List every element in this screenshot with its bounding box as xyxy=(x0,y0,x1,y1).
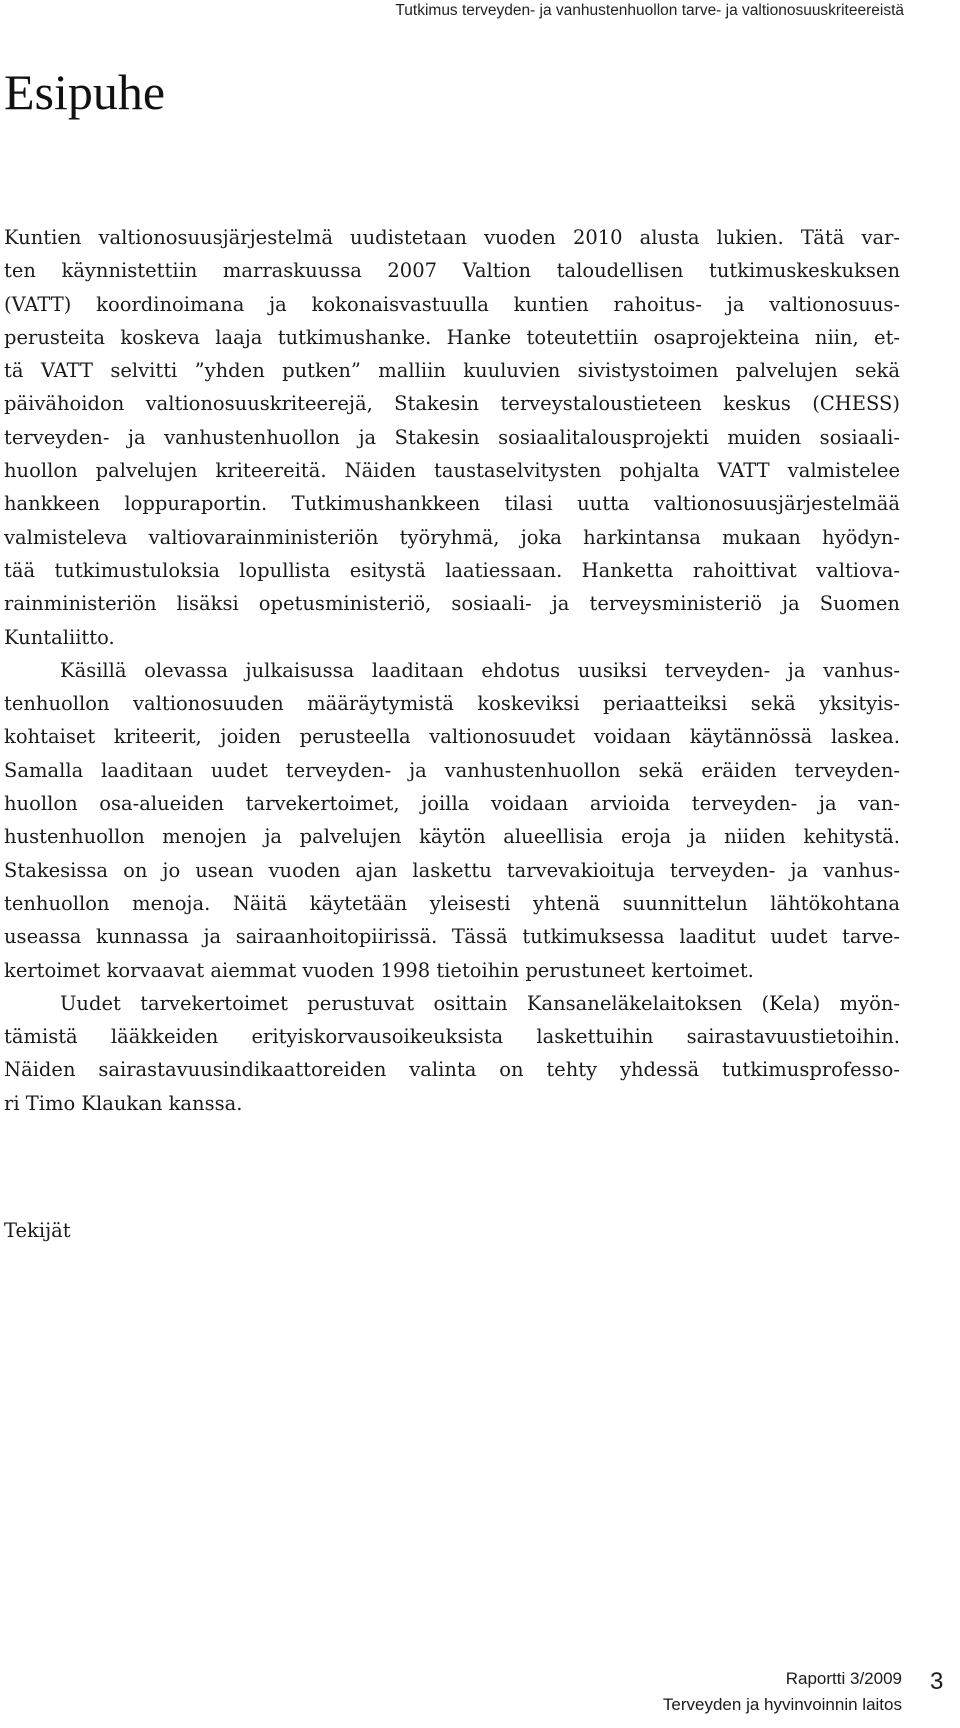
paragraph-3-line-4: ri Timo Klaukan kanssa. xyxy=(4,1091,243,1115)
paragraph-1-line-5: tä VATT selvitti ”yhden putken” malliin kuuluvien sivistystoimen palvelujen sekä xyxy=(4,359,900,383)
paragraph-2-line-5: huollon osa-alueiden tarvekertoimet, joilla voidaan arvioida terveyden- ja van- xyxy=(4,792,900,816)
footer-publisher: Terveyden ja hyvinvoinnin laitos xyxy=(662,1695,902,1714)
paragraph-3-line-3: Näiden sairastavuusindikaattoreiden valinta on tehty yhdessä tutkimusprofesso- xyxy=(4,1058,900,1082)
paragraph-2-line-4: Samalla laaditaan uudet terveyden- ja vanhustenhuollon sekä eräiden terveyden- xyxy=(4,758,900,782)
paragraph-2-line-7: Stakesissa on jo usean vuoden ajan laskettu tarvevakioituja terveyden- ja vanhus- xyxy=(4,858,900,882)
page-title: Esipuhe xyxy=(4,64,166,120)
footer-report: Raportti 3/2009 xyxy=(785,1669,902,1688)
signature: Tekijät xyxy=(4,1219,71,1242)
paragraph-2-line-2: tenhuollon valtionosuuden määräytymistä koskeviksi periaatteiksi sekä yksityis- xyxy=(4,692,900,716)
paragraph-3 xyxy=(4,987,900,1120)
paragraph-2-line-8: tenhuollon menoja. Näitä käytetään yleisesti yhtenä suunnittelun lähtökohtana xyxy=(4,891,900,915)
paragraph-2-line-1-text: Käsillä olevassa julkaisussa laaditaan ehdotus uusiksi terveyden- ja vanhus- xyxy=(60,658,900,682)
paragraph-1-line-2: ten käynnistettiin marraskuussa 2007 Valtion taloudellisen tutkimuskeskuksen xyxy=(4,259,900,283)
paragraph-2 xyxy=(4,654,900,987)
paragraph-3-line-1-text: Uudet tarvekertoimet perustuvat osittain Kansaneläkelaitoksen (Kela) myön- xyxy=(60,991,900,1015)
paragraph-1 xyxy=(4,221,900,654)
paragraph-1-line-7: terveyden- ja vanhustenhuollon ja Stakesin sosiaalitalousprojekti muiden sosiaali- xyxy=(4,425,900,449)
paragraph-1-line-1: Kuntien valtionosuusjärjestelmä uudistetaan vuoden 2010 alusta lukien. Tätä var- xyxy=(4,226,900,249)
paragraph-1-line-4: perusteita koskeva laaja tutkimushanke. Hanke toteutettiin osaprojekteina niin, et- xyxy=(4,325,900,349)
paragraph-2-line-1 xyxy=(4,654,900,687)
page-number: 3 xyxy=(930,1668,944,1695)
running-header: Tutkimus terveyden- ja vanhustenhuollon tarve- ja valtionosuuskriteereistä xyxy=(395,2,904,19)
paragraph-1-line-8: huollon palvelujen kriteereitä. Näiden taustaselvitysten pohjalta VATT valmistelee xyxy=(4,459,900,483)
paragraph-2-line-6: hustenhuollon menojen ja palvelujen käytön alueellisia eroja ja niiden kehitystä. xyxy=(4,825,900,849)
paragraph-1-line-3: (VATT) koordinoimana ja kokonaisvastuulla kuntien rahoitus- ja valtionosuus- xyxy=(4,292,900,316)
paragraph-1-line-6: päivähoidon valtionosuuskriteerejä, Stakesin terveystaloustieteen keskus (CHESS) xyxy=(4,392,900,416)
paragraph-2-line-3: kohtaiset kriteerit, joiden perusteella valtionosuudet voidaan käytännössä laskea. xyxy=(4,725,900,749)
paragraph-1-line-13: Kuntaliitto. xyxy=(4,625,115,649)
paragraph-2-line-9: useassa kunnassa ja sairaanhoitopiirissä. Tässä tutkimuksessa laaditut uudet tarve- xyxy=(4,925,900,949)
paragraph-1-line-9: hankkeen loppuraportin. Tutkimushankkeen tilasi uutta valtionosuusjärjestelmää xyxy=(4,492,900,516)
paragraph-1-line-11: tää tutkimustuloksia lopullista esitystä laatiessaan. Hanketta rahoittivat valtiova- xyxy=(4,558,900,582)
footer xyxy=(663,1666,902,1718)
paragraph-1-line-10: valmisteleva valtiovarainministeriön työryhmä, joka harkintansa mukaan hyödyn- xyxy=(4,525,900,549)
paragraph-3-line-1 xyxy=(4,987,900,1020)
body-text xyxy=(4,221,900,1120)
paragraph-3-line-2: tämistä lääkkeiden erityiskorvausoikeuksista laskettuihin sairastavuustietoihin. xyxy=(4,1025,900,1049)
paragraph-2-line-10: kertoimet korvaavat aiemmat vuoden 1998 tietoihin perustuneet kertoimet. xyxy=(4,958,754,982)
paragraph-1-line-12: rainministeriön lisäksi opetusministeriö, sosiaali- ja terveysministeriö ja Suomen xyxy=(4,592,900,616)
